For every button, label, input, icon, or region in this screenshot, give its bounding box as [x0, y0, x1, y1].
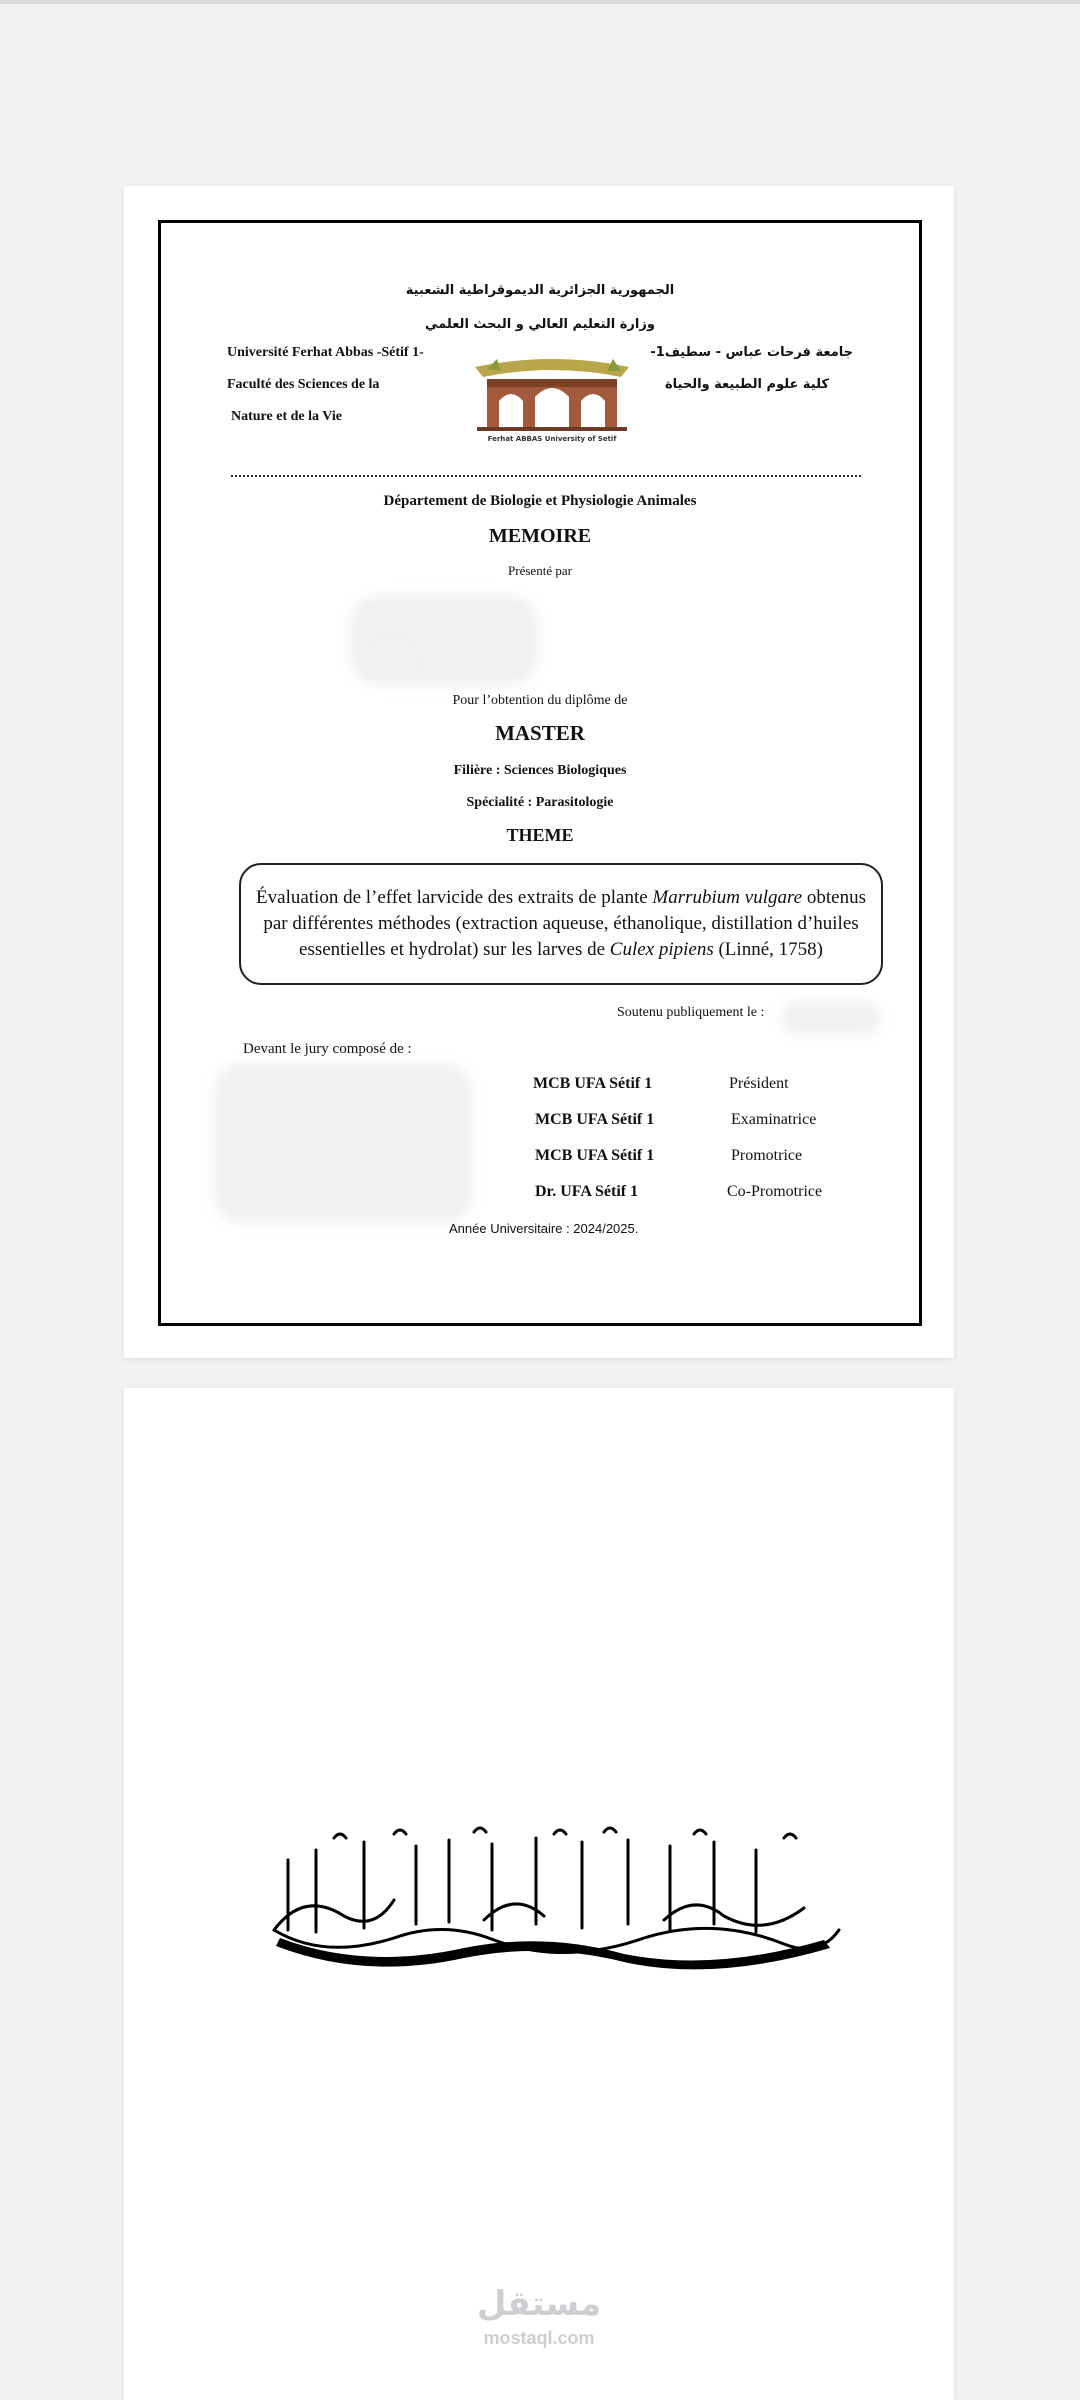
top-bar	[0, 0, 1080, 4]
species-marrubium: Marrubium vulgare	[652, 887, 803, 908]
academic-year: Année Universitaire : 2024/2025.	[449, 1221, 639, 1236]
redacted-authors-mark	[371, 641, 411, 681]
presente-par: Présenté par	[508, 563, 572, 578]
memoire-title: MEMOIRE	[488, 525, 592, 547]
theme-text: Évaluation de l’effet larvicide des extraits de plante Marrubium vulgare obtenus par différentes méthodes (extraction aqueuse, éthanolique, distillation d’huiles essentielles et hydrolat) sur les larves de Culex pipiens (Linné, 1758)	[256, 887, 866, 960]
jury-grade-1: MCB UFA Sétif 1	[533, 1075, 653, 1092]
soutenu-publiquement: Soutenu publiquement le :	[617, 1005, 765, 1020]
theme-box	[239, 863, 883, 985]
filiere: Filière : Sciences Biologiques	[453, 763, 627, 778]
species-culex: Culex pipiens	[609, 939, 714, 960]
university-logo	[457, 353, 647, 445]
pour-obtention: Pour l’obtention du diplôme de	[452, 693, 628, 708]
jury-grade-4: Dr. UFA Sétif 1	[535, 1183, 639, 1200]
basmala-calligraphy	[244, 1820, 854, 1970]
jury-role-3: Promotrice	[731, 1147, 803, 1164]
document-page-1	[124, 186, 954, 1358]
logo-caption: Ferhat ABBAS University of Setif	[487, 435, 617, 443]
university-name-ar: جامعة فرحات عباس - سطيف1-	[650, 345, 853, 360]
arabic-republic-heading: الجمهورية الجزائرية الديموقراطية الشعبية	[405, 283, 675, 298]
jury-role-4: Co-Promotrice	[727, 1183, 823, 1200]
mostaql-watermark-en: mostaql.com	[483, 2328, 595, 2348]
department-name: Département de Biologie et Physiologie Animales	[383, 493, 697, 509]
faculty-name-fr-line2: Nature et de la Vie	[231, 409, 342, 424]
theme-label: THEME	[506, 825, 574, 845]
redacted-date	[781, 1001, 881, 1035]
redacted-jury-names	[213, 1063, 473, 1223]
mostaql-watermark-ar: مستقل	[476, 2284, 602, 2324]
jury-grade-2: MCB UFA Sétif 1	[535, 1111, 655, 1128]
document-page-2	[124, 1388, 954, 2400]
faculty-name-ar: كلية علوم الطبيعة والحياة	[665, 377, 829, 392]
jury-role-2: Examinatrice	[731, 1111, 817, 1128]
dotted-separator	[231, 475, 861, 477]
page-border	[158, 220, 922, 1326]
jury-role-1: Président	[729, 1075, 789, 1092]
university-name-fr: Université Ferhat Abbas -Sétif 1-	[227, 345, 424, 360]
arabic-ministry-heading: وزارة التعليم العالي و البحث العلمي	[425, 317, 655, 332]
devant-jury: Devant le jury composé de :	[243, 1041, 412, 1057]
jury-grade-3: MCB UFA Sétif 1	[535, 1147, 655, 1164]
master-title: MASTER	[495, 721, 585, 745]
faculty-name-fr-line1: Faculté des Sciences de la	[227, 377, 380, 392]
specialite: Spécialité : Parasitologie	[466, 795, 614, 810]
